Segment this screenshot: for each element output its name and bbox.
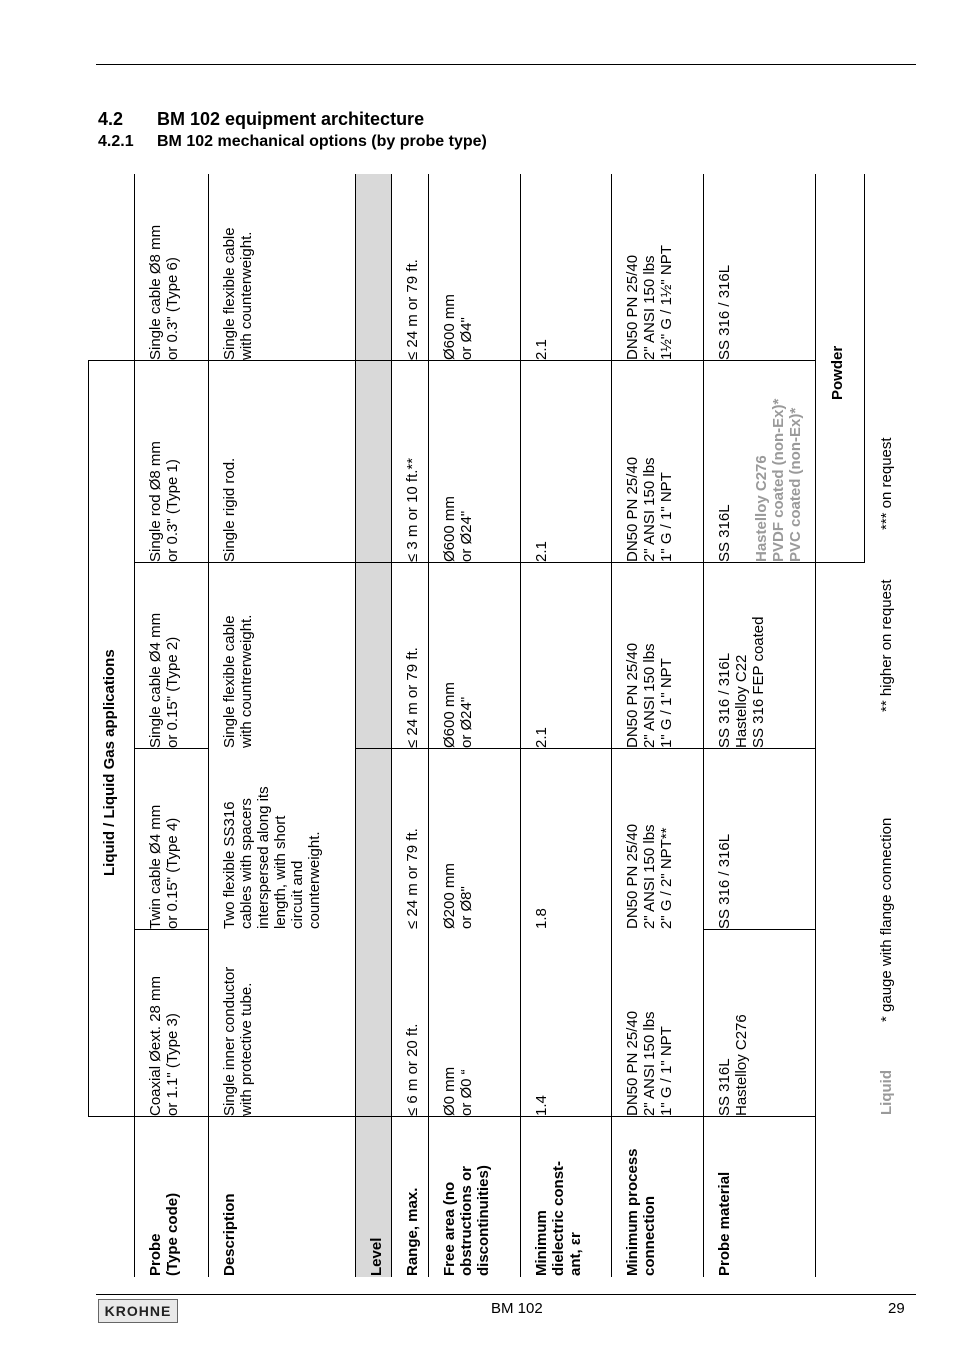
grid-line: [428, 174, 429, 1277]
cell-process-connection: DN50 PN 25/40 2" ANSI 150 lbs 1" G / 1" NPT: [624, 642, 675, 748]
cell-description: Single flexible cable with counterweight.: [221, 227, 255, 360]
grid-line: [355, 174, 356, 1277]
row-label-process-connection: Minimum process connection: [624, 1148, 658, 1276]
grid-line: [391, 174, 392, 1277]
grid-line: [134, 929, 208, 930]
cell-range: ≤ 24 m or 79 ft.: [404, 828, 421, 929]
grid-line: [703, 174, 704, 1277]
subsection-title: BM 102 mechanical options (by probe type): [157, 133, 487, 150]
cell-probe: Single cable Ø8 mm or 0.3" (Type 6): [147, 224, 181, 360]
cell-free-area: Ø0 mm or Ø0 “: [441, 1066, 475, 1116]
cell-free-area: Ø600 mm or Ø24": [441, 682, 475, 748]
group-header-liquid: Liquid / Liquid Gas applications: [101, 649, 118, 876]
footer-page-number: 29: [888, 1300, 905, 1317]
grid-line: [864, 174, 865, 562]
cell-dielectric: 1.8: [533, 908, 550, 929]
cell-free-area: Ø600 mm or Ø24": [441, 496, 475, 562]
cell-dielectric: 2.1: [533, 339, 550, 360]
legend-note-higher: ** higher on request: [878, 579, 895, 712]
cell-description: Single inner conductor with protective tube.: [221, 966, 255, 1116]
cell-description: Single flexible cable with countrerweight.: [221, 614, 255, 748]
cell-probe-material: SS 316L: [716, 504, 733, 562]
cell-free-area: Ø600 mm or Ø4": [441, 294, 475, 360]
legend-liquid: Liquid: [878, 1070, 895, 1115]
cell-process-connection: DN50 PN 25/40 2" ANSI 150 lbs 1" G / 1" NPT: [624, 456, 675, 562]
grid-line: [134, 562, 865, 563]
cell-probe: Twin cable Ø4 mm or 0.15" (Type 4): [147, 804, 181, 929]
cell-probe: Single rod Ø8 mm or 0.3" (Type 1): [147, 441, 181, 562]
group-header-powder: Powder: [829, 345, 846, 400]
cell-range: ≤ 24 m or 79 ft.: [404, 647, 421, 748]
grid-line: [134, 748, 208, 749]
grid-line: [88, 1116, 815, 1117]
grid-line: [134, 360, 815, 361]
cell-range: ≤ 6 m or 20 ft.: [404, 1023, 421, 1116]
cell-description: Two flexible SS316 cables with spacers interspersed along its length, with short circuit and counterweight.: [221, 786, 323, 929]
legend-note-gauge: * gauge with flange connection: [878, 817, 895, 1022]
header-rule: [96, 64, 916, 65]
cell-probe-material: SS 316 / 316L: [716, 833, 733, 929]
footer-rule: [96, 1294, 916, 1295]
row-label-description: Description: [221, 1193, 238, 1276]
section-number: 4.2: [98, 109, 124, 129]
grid-line: [703, 929, 815, 930]
row-label-probe: Probe (Type code): [147, 1192, 181, 1276]
cell-probe: Coaxial Øext. 28 mm or 1.1" (Type 3): [147, 975, 181, 1116]
subsection-number: 4.2.1: [98, 133, 134, 150]
cell-free-area: Ø200 mm or Ø8": [441, 863, 475, 929]
krohne-logo: KROHNE: [98, 1299, 178, 1323]
cell-dielectric: 2.1: [533, 727, 550, 748]
footer-doc-name: BM 102: [491, 1300, 543, 1317]
row-label-probe-material: Probe material: [716, 1171, 733, 1276]
grid-line: [611, 174, 612, 1277]
cell-range: ≤ 3 m or 10 ft.**: [404, 457, 421, 562]
cell-probe-material: SS 316L Hastelloy C276: [716, 1014, 750, 1116]
cell-dielectric: 1.4: [533, 1095, 550, 1116]
row-label-level: Level: [368, 1237, 385, 1276]
cell-dielectric: 2.1: [533, 541, 550, 562]
row-label-free-area: Free area (no obstructions or discontinuities): [441, 1165, 492, 1276]
grid-line: [520, 174, 521, 1277]
grid-line: [815, 174, 816, 1277]
grid-line: [88, 360, 135, 361]
grid-line: [88, 360, 89, 1117]
cell-probe: Single cable Ø4 mm or 0.15" (Type 2): [147, 612, 181, 748]
grid-line: [355, 748, 815, 749]
cell-process-connection: DN50 PN 25/40 2" ANSI 150 lbs 2" G / 2" NPT**: [624, 823, 675, 929]
legend-note-request: *** on request: [878, 437, 895, 530]
section-title: BM 102 equipment architecture: [157, 109, 425, 129]
cell-probe-material-optional: Hastelloy C276 PVDF coated (non-Ex)* PVC coated (non-Ex)*: [753, 398, 804, 562]
row-label-range: Range, max.: [404, 1187, 421, 1276]
cell-description: Single rigid rod.: [221, 457, 238, 562]
cell-process-connection: DN50 PN 25/40 2" ANSI 150 lbs 1" G / 1" NPT: [624, 1010, 675, 1116]
cell-range: ≤ 24 m or 79 ft.: [404, 259, 421, 360]
grid-line: [134, 174, 135, 1277]
cell-probe-material: SS 316 / 316L: [716, 264, 733, 360]
cell-process-connection: DN50 PN 25/40 2" ANSI 150 lbs 1½" G / 1½" NPT: [624, 245, 675, 360]
level-row-shade: [355, 174, 391, 1277]
cell-probe-material: SS 316 / 316L Hastelloy C22 SS 316 FEP coated: [716, 616, 767, 748]
row-label-dielectric: Minimum dielectric const- ant, εr: [533, 1160, 584, 1276]
grid-line: [208, 174, 209, 1277]
